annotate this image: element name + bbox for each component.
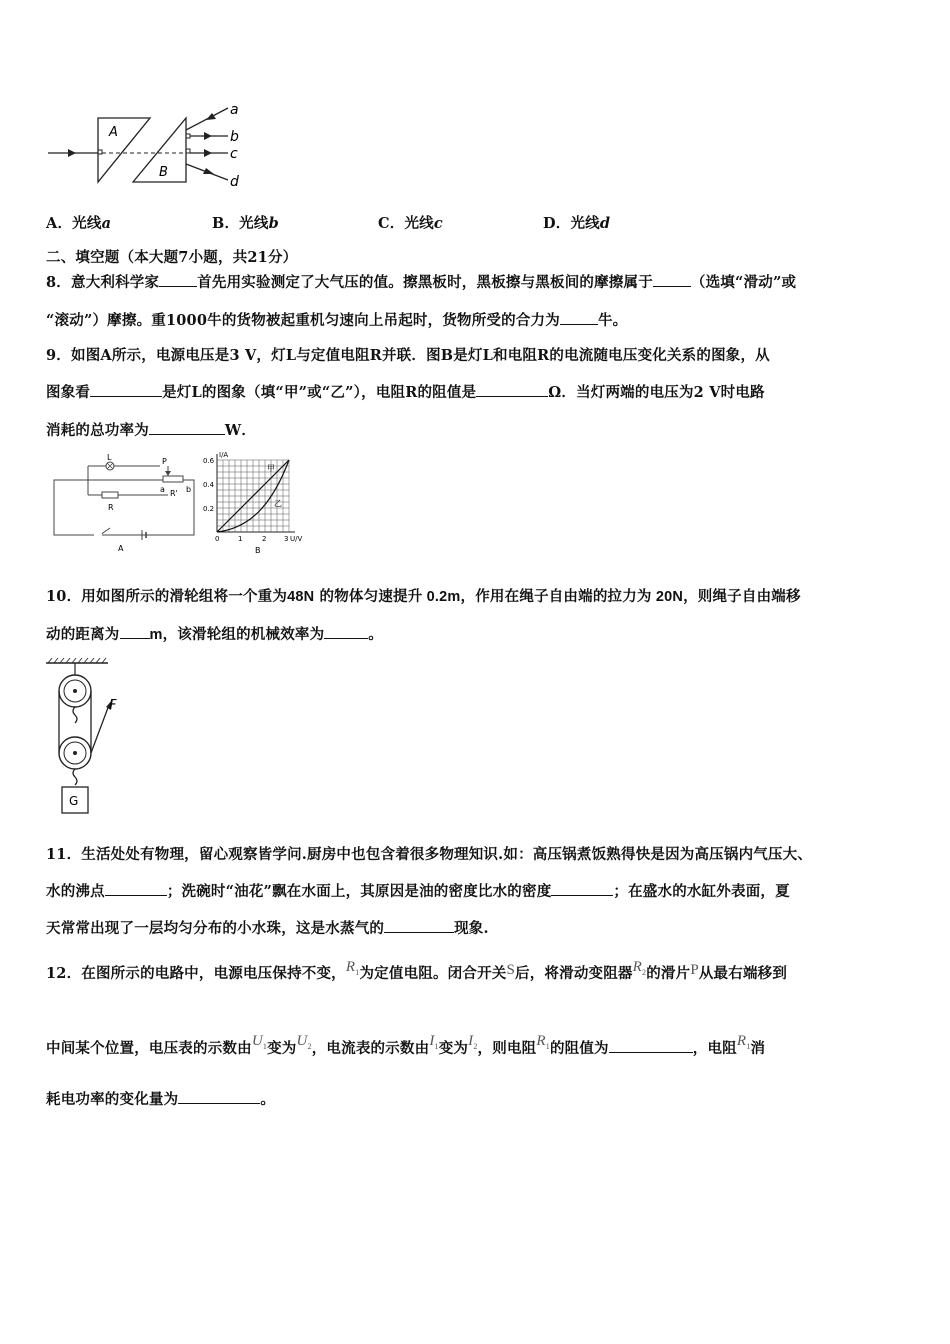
- x-tick: 1: [238, 535, 243, 543]
- option-c: C．光线c: [378, 215, 443, 232]
- q11-line3: 天常常出现了一层均匀分布的小水珠，这是水蒸气的 现象.: [46, 920, 489, 937]
- q12-line1: 12．在图所示的电路中，电源电压保持不变，$R_1$为定值电阻。闭合开关S后，将滑动变阻器$R_2$的滑片P从最右端移到: [46, 959, 788, 982]
- q10-line2: 动的距离为 m，该滑轮组的机械效率为 。: [46, 626, 383, 643]
- q11-line2: 水的沸点 ；洗碗时“油花”飘在水面上，其原因是油的密度比水的密度 ；在盛水的水缸外表面，夏: [46, 883, 790, 900]
- curve-jia-label: 甲: [267, 464, 275, 473]
- figure-a-caption: A: [118, 544, 124, 552]
- circuit-figure-a: [50, 452, 200, 552]
- ray-a-label: a: [230, 102, 239, 118]
- figure-b-caption: B: [255, 546, 261, 555]
- prism-b-label: B: [159, 165, 168, 180]
- q9-line2: 图象看 是灯L的图象（填“甲”或“乙”），电阻R的阻值是 Ω．当灯两端的电压为2 V时电路: [46, 384, 765, 401]
- ray-d-label: d: [230, 174, 239, 190]
- ray-b-label: b: [230, 129, 239, 145]
- rheostat-label: R': [170, 489, 178, 498]
- prism-a-label: A: [109, 125, 118, 140]
- q8-line1: 8．意大利科学家 首先用实验测定了大气压的值。擦黑板时，黑板擦与黑板间的摩擦属于 （选填“滑动”或: [46, 274, 797, 291]
- option-d: D．光线d: [543, 215, 611, 232]
- option-b: B．光线b: [212, 215, 279, 232]
- x-tick: 0: [215, 535, 220, 543]
- q12-line2: 中间某个位置，电压表的示数由$U_1$变为$U_2$，电流表的示数由$I_1$变为$I_2$，则电阻$R_1$的阻值为 ，电阻$R_1$消: [46, 1033, 766, 1057]
- end-a-label: a: [160, 485, 165, 494]
- curve-yi-label: 乙: [274, 499, 282, 508]
- x-tick: 3: [284, 535, 289, 543]
- y-tick: 0.6: [203, 457, 215, 465]
- q9-line3: 消耗的总功率为 W．: [46, 422, 257, 439]
- lamp-l-label: L: [107, 453, 112, 462]
- x-tick: 2: [262, 535, 267, 543]
- q8-line2: “滚动”）摩擦。重1000牛的货物被起重机匀速向上吊起时，货物所受的合力为 牛。: [46, 312, 628, 329]
- y-axis-label: I/A: [219, 451, 229, 459]
- prism-ray-diagram: [46, 100, 266, 195]
- q12-line3: 耗电功率的变化量为 。: [46, 1091, 276, 1108]
- force-f-label: F: [109, 698, 117, 713]
- q11-line1: 11．生活处处有物理，留心观察皆学问.厨房中也包含着很多物理知识.如：高压锅煮饭熟得快是因为高压锅内气压大、: [46, 846, 813, 863]
- y-tick: 0.2: [203, 505, 215, 513]
- q10-line1: 10．用如图所示的滑轮组将一个重为48N 的物体匀速提升 0.2m，作用在绳子自由端的拉力为 20N，则绳子自由端移: [46, 588, 801, 605]
- option-a: A．光线a: [46, 215, 112, 232]
- pulley-figure: [42, 655, 132, 820]
- slider-p-label: P: [162, 457, 167, 466]
- q9-line1: 9．如图A所示，电源电压是3 V，灯L与定值电阻R并联．图B是灯L和电阻R的电流随电压变化关系的图象，从: [46, 347, 770, 364]
- x-axis-label: U/V: [290, 535, 303, 543]
- y-tick: 0.4: [203, 481, 215, 489]
- end-b-label: b: [186, 485, 192, 494]
- resistor-r-label: R: [108, 503, 114, 512]
- iu-graph-figure-b: [200, 450, 315, 555]
- ray-c-label: c: [230, 146, 238, 162]
- section-heading: 二、填空题（本大题7小题，共21分）: [46, 249, 298, 266]
- weight-g-label: G: [69, 794, 79, 808]
